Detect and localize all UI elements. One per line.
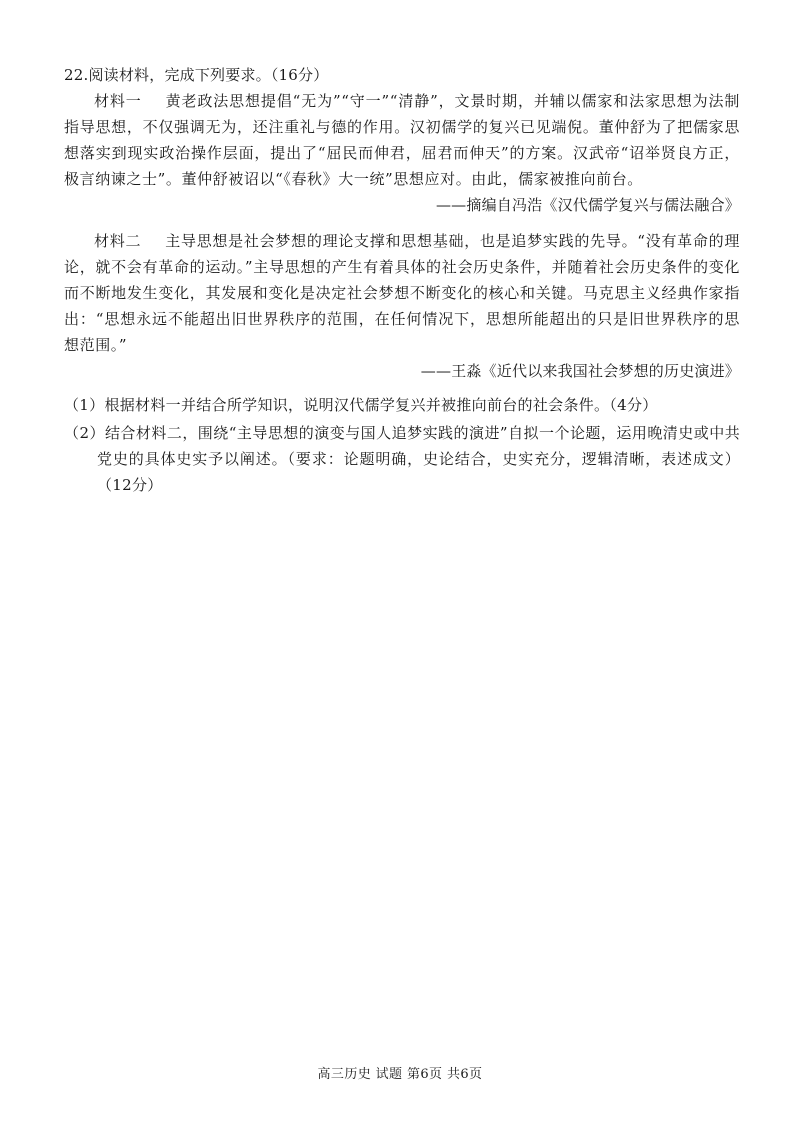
material-two — [64, 228, 740, 358]
sub-question-1: （1）根据材料一并结合所学知识，说明汉代儒学复兴并被推向前台的社会条件。（4分） — [64, 396, 658, 414]
material-two-source: ——王淼《近代以来我国社会梦想的历史演进》 — [420, 362, 740, 380]
question-title: 22.阅读材料，完成下列要求。（16分） — [64, 66, 329, 84]
material-one-source: ——摘编自冯浩《汉代儒学复兴与儒法融合》 — [435, 196, 740, 214]
material-one-label: 材料一 — [94, 92, 142, 110]
material-two-text: 主导思想是社会梦想的理论支撑和思想基础，也是追梦实践的先导。“没有革命的理论，就不会有革命的运动。”主导思想的产生有着具体的社会历史条件，并随着社会历史条件的变化而不断地发生变化，其发展和变化是决定社会梦想不断变化的核心和关键。马克思主义经典作家指出：“思想永远不能超出旧世界秩序的范围，在任何情况下，思想所能超出的只是旧世界秩序的思想范围。” — [64, 232, 740, 354]
page-footer: 高三历史 试题 第6页 共6页 — [317, 1067, 483, 1082]
question-block — [64, 62, 740, 498]
material-two-label: 材料二 — [94, 232, 142, 250]
material-one — [64, 88, 740, 192]
material-one-text: 黄老政法思想提倡“无为”“守一”“清静”，文景时期，并辅以儒家和法家思想为法制指导思想，不仅强调无为，还注重礼与德的作用。汉初儒学的复兴已见端倪。董仲舒为了把儒家思想落实到现实政治操作层面，提出了“屈民而伸君，屈君而伸天”的方案。汉武帝“诏举贤良方正，极言纳谏之士”。董仲舒被诏以“《春秋》大一统”思想应对。由此，儒家被推向前台。 — [64, 92, 740, 188]
sub-question-2: （2）结合材料二，围绕“主导思想的演变与国人追梦实践的演进”自拟一个论题，运用晚清史或中共党史的具体史实予以阐述。（要求：论题明确，史论结合，史实充分，逻辑清晰，表述成文）（12分） — [64, 424, 740, 494]
